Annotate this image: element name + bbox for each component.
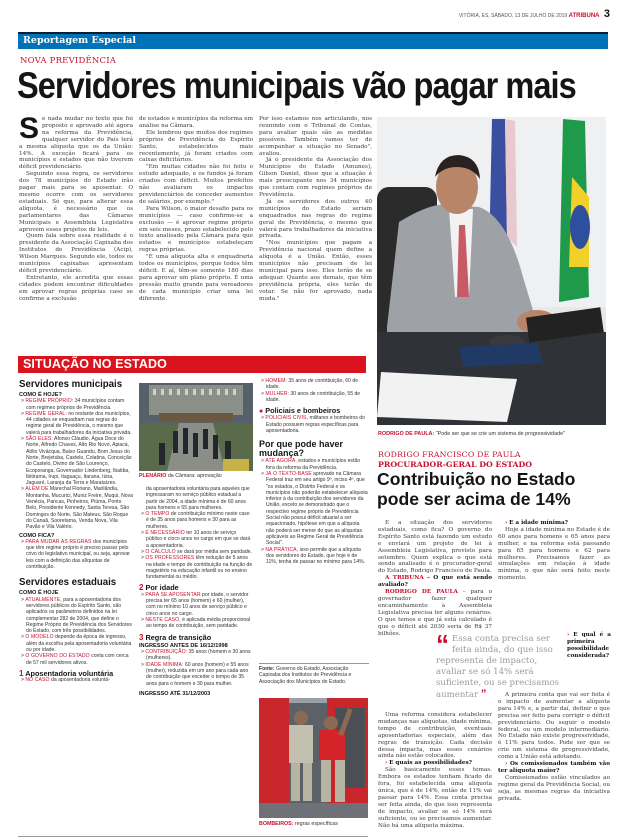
caption-text: regras específicas bbox=[294, 821, 338, 827]
list-item: > PARA MUDAR AS REGRAS dos municípios que têm regime próprio é preciso passar pelo crivo do legislativo municipal, ou seja, aprovar leis com a definição das alíquotas de contribuição. bbox=[21, 538, 130, 571]
item-lead: REGIME PRÓPRIO: bbox=[25, 398, 74, 405]
source-text: Governo do Estado, Associação Capixaba dos Institutos de Previdência e Associação dos Municípios do Estado. bbox=[259, 666, 352, 685]
list-item: > REGIME GERAL: no restante dos municípios, 44 cidades se enquadram nas regras do regime geral de Previdência, o mesmo que valerá para trabalhadores da iniciativa privada. bbox=[21, 410, 132, 436]
caption-highlight: PLENÁRIO bbox=[139, 473, 167, 479]
item-text: 35 anos de contribuição, 60 de idade. bbox=[266, 378, 359, 391]
item-text: por idade, o servidor precisa ter 65 anos (homem) e 60 (mulher), com no mínimo 10 anos de serviço público e cinco anos no cargo. bbox=[146, 591, 249, 617]
plenario-photo bbox=[139, 383, 253, 471]
paragraph: Por isso estamos nos articulando, nos reunindo com o Tribunal de Contas, para avaliar quais são as medidas possíveis. Também vamos ter de acompanhar a situação no Senado", avaliou. bbox=[259, 116, 372, 157]
answer-label: RODRIGO DE PAULA bbox=[385, 589, 458, 596]
interview-narrow-column bbox=[378, 630, 433, 696]
close-quote-icon: ” bbox=[480, 688, 487, 700]
policiais-heading bbox=[259, 408, 369, 415]
caption-quote: "Pode ser que se crie um sistema de progressividade" bbox=[435, 431, 566, 437]
list-item: > ATÉ AGORA, estados e municípios estão fora da reforma da Previdência. bbox=[261, 458, 361, 471]
plenario-illustration bbox=[139, 383, 253, 471]
item-lead: ATÉ AGORA, bbox=[265, 458, 297, 465]
situation-title: SITUAÇÃO NO ESTADO bbox=[23, 357, 167, 371]
section-title: Por idade bbox=[145, 583, 179, 593]
arrow-icon: › bbox=[505, 761, 508, 768]
item-text: 30 anos de contribuição, 55 de idade. bbox=[266, 390, 361, 403]
article-column-2 bbox=[139, 116, 253, 348]
newspaper-brand: ATRIBUNA bbox=[568, 13, 600, 19]
answer-text: – para o governador fazer qualquer encaminhamento à Assembleia Legislativa precisa ter alguns cenários. O que temos e que já está calculado é que o déficit até 2030 seria de R$ 37 bilhões. bbox=[378, 589, 492, 637]
item-text: de contribuição mínimo neste caso é de 35 anos para homens e 30 para as mulheres. bbox=[146, 511, 250, 530]
interview-title: Contribuição no Estado pode ser acima de 14% bbox=[377, 469, 576, 509]
como-hoje-heading: COMO É HOJE bbox=[19, 590, 59, 597]
list-item: > O MODELO depende da época de ingresso, além da escolha pela aposentadoria voluntária ou por idade. bbox=[21, 634, 132, 653]
pull-quote-text: Essa conta precisa ser feita ainda, do que isso representa de impacto, avaliar se só 14% será suficiente, ou se precisamos aumentar bbox=[436, 634, 560, 700]
item-text: isso permite que a alíquota dos servidores do Estado, que hoje é de 11%, tenha de passar no mínimo para 14%. bbox=[266, 546, 366, 566]
list-item: > ATUALMENTE, para a aposentadoria dos servidores públicos do Espírito Santo, são aplicados os parâmetros definidos na lei complementar 282 de 2004, que define o Regime Próprio de Previdência dos Servidores do Estado, com três possibilidades. bbox=[21, 596, 132, 635]
interview-intro: E a situação dos servidores estaduais, como fica? O governo do Espírito Santo está fazendo um estudo e enviará um projeto de lei à Assembleia Legislativa, previsto para setembro. Quem explica o que está sendo analisado é o procurador-geral do Estado, Rodrigo Francisco de Paula. bbox=[378, 520, 492, 575]
item-text: para a aposentadoria dos servidores públicos do Espírito Santo, são aplicados os parâmetros definidos na lei complementar 282 de 2004, que define o Regime Próprio de Previdência dos Servidores do Estado, com três possibilidades. bbox=[26, 596, 132, 635]
item-text: é aplicada média proporcional ao tempo de contribuição, sem paridade. bbox=[146, 616, 251, 630]
list-item: > CONTRIBUIÇÃO: 35 anos (homem e 30 anos (mulheres). bbox=[141, 649, 251, 662]
page-number: 3 bbox=[603, 8, 610, 20]
paragraph: Já o presidente da Associação dos Municípios do Estado (Amunes), Gilson Daniel, disse que a situação é mais preocupante nos 34 municípios que contam com regimes próprios de Previdência. bbox=[259, 157, 372, 198]
section-number: 3 bbox=[139, 632, 144, 642]
answer-text: Uma reforma considera estabelecer mudanças nas alíquotas, idade mínima, tempo de contribuição, eventuais aposentadorias especiais, além das regras de transição. Cada decisão dessa impacta, mas esses cenários ainda não estão colocados. bbox=[378, 712, 492, 760]
item-lead: NO CASO bbox=[25, 677, 50, 684]
question-text: Os comissionados também vão ter alíquota maior? bbox=[498, 761, 610, 774]
article-headline: Servidores municipais vão pagar mais bbox=[17, 65, 576, 106]
section-number: 2 bbox=[139, 583, 144, 593]
interview-column-1-bottom bbox=[378, 712, 492, 837]
interview-question-4 bbox=[567, 632, 611, 690]
situation-column-1 bbox=[19, 378, 133, 836]
section-title: Regra de transição bbox=[145, 632, 212, 642]
list-item: > NO CASO da aposentadoria voluntá- bbox=[21, 677, 110, 684]
item-text: se dará por média sem paridade. bbox=[177, 548, 252, 555]
paragraph: "É uma alíquota alta e enquadraria todos os municípios, porque todos têm déficit. E aí, têm-se somente 180 dias para aprovar um plano próprio. É uma pressão muito grande para vereadores de cada município criar uma lei diferente. bbox=[139, 254, 253, 302]
list-item: > NESTE CASO, é aplicada média proporcional ao tempo de contribuição, sem paridade. bbox=[141, 616, 251, 630]
list-item: > JÁ O TEXTO-BASE aprovado na Câmara Federal traz em seu artigo 9º, inciso 4º, que "os estados, o Distrito Federal e os municípios não poderão estabelecer alíquota inferior à da contribuição dos servidores da União, exceto se demonstrado que o respectivo regime próprio de Previdência Social não possui déficit atuarial a ser equacionado, hipótese em que a alíquota não poderá ser menor do que as alíquotas aplicáveis ao Regime Geral de Previdência Social". bbox=[261, 470, 368, 547]
plenario-caption bbox=[139, 473, 222, 479]
item-lead: O GOVERNO DO ESTADO bbox=[25, 653, 90, 660]
item-text: depende da época de ingresso, além da escolha pela aposentadoria voluntária ou por idade. bbox=[26, 634, 132, 653]
answer-text: Hoje a idade mínima no Estado é de 60 anos para homens e 65 anos para mulher, e na reforma está passando para 65 para homens e 62 para mulheres. Precisamos fazer as simulações em relação à idade mínima, o que não será feito neste momento. bbox=[498, 526, 610, 582]
question-label: A TRIBUNA bbox=[385, 575, 424, 582]
answer-text: São basicamente esses temas. Embora os estados tenham ficado de fora, foi estabelecida uma alíquota única, que é de 14%, então de 11% vai passar para 14%. Essa conta precisa ser feita ainda, do que isso representa de impacto, avaliar se só 14% será suficiente, ou se precisamos aumentar. Não há uma alíquota máxima. bbox=[378, 767, 492, 829]
item-lead: É NECESSÁRIO bbox=[145, 530, 185, 537]
section-title: Policiais e bombeiros bbox=[265, 406, 341, 416]
divider bbox=[259, 663, 369, 664]
bombeiros-caption bbox=[259, 821, 338, 827]
section-number: 1 bbox=[19, 668, 24, 678]
ingresso-antes-heading: INGRESSO ANTES DE 16/12/1998 bbox=[139, 642, 228, 649]
item-text: 60 anos (homem) e 55 anos (mulher), reduzida em um ano para cada ano de contribuição que exceder o tempo de 35 anos para o homem e 30 para mulher. bbox=[146, 661, 249, 687]
item-lead: PARA MUDAR AS REGRAS bbox=[25, 538, 92, 545]
estadual-heading: Servidores estaduais bbox=[19, 576, 117, 589]
situation-banner bbox=[18, 356, 366, 373]
dateline: VITÓRIA, ES, SÁBADO, 13 DE JULHO DE 2019 bbox=[458, 13, 568, 19]
article-kicker: NOVA PREVIDÊNCIA bbox=[20, 56, 117, 66]
item-lead: ALÉM DE bbox=[25, 486, 49, 493]
item-lead: JÁ O TEXTO-BASE bbox=[265, 470, 312, 477]
item-lead: OS PROFESSORES bbox=[145, 555, 195, 562]
municipal-heading: Servidores municipais bbox=[19, 378, 123, 390]
paragraph: "Em muitas cidades não foi feito o estudo adequado, e os fundos já foram criados com déficit. Muitos prefeitos não avaliaram os impactos previdenciários de conceder aumentos de salários, por exemplo." bbox=[139, 164, 253, 205]
item-text: dos municípios que têm regime próprio é preciso passar pelo crivo do legislativo municipal, ou seja, aprovar leis com a definição das alíquotas de contribuição. bbox=[26, 538, 130, 571]
list-item: > PARA SE APOSENTAR por idade, o servidor precisa ter 65 anos (homem) e 60 (mulher), com no mínimo 10 anos de serviço público e cinco anos no cargo. bbox=[141, 591, 249, 617]
item-lead: NESTE CASO, bbox=[145, 616, 181, 623]
item-lead: CONTRIBUIÇÃO: bbox=[145, 649, 188, 656]
mudanca-heading: Por que pode haver mudança? bbox=[259, 439, 344, 459]
answer-text: Comissionados estão vinculados ao regime geral da Previdência Social, ou seja, as mesmas regras da iniciativa privada. bbox=[498, 774, 610, 802]
item-text: militares e bombeiros do Estado possuem regras específicas para aposentadoria. bbox=[266, 415, 365, 435]
interview-column-2-bottom bbox=[498, 692, 610, 837]
arrow-icon: › bbox=[505, 520, 508, 526]
item-lead: O MODELO bbox=[25, 634, 54, 641]
list-item: > MULHER: 30 anos de contribuição, 55 de idade. bbox=[261, 390, 361, 403]
pull-quote bbox=[436, 629, 564, 701]
section-bar bbox=[18, 34, 608, 49]
interviewee-name: RODRIGO FRANCISCO DE PAULA bbox=[378, 450, 521, 459]
item-lead: IDADE MÍNIMA: bbox=[145, 661, 184, 668]
paragraph: Quem fala sobre essa realidade é o presidente da Associação Capixaba dos Institutos de Previdência (Acip), Wilson Marques. Segundo ele, todos os municípios capixabas apresentam déficit previdenciário. bbox=[19, 233, 133, 274]
interview-column-2-top bbox=[498, 520, 610, 630]
paragraph: de estados e municípios da reforma em análise na Câmara. bbox=[139, 116, 253, 129]
item-lead: SÃO ELES: bbox=[25, 436, 53, 443]
question-text: E quais as possibilidades? bbox=[389, 760, 473, 767]
list-item: > NA PRÁTICA, isso permite que a alíquota dos servidores do Estado, que hoje é de 11%, tenha de passar no mínimo para 14%. bbox=[261, 546, 366, 566]
source-label: Fonte: bbox=[259, 666, 275, 672]
section-title: Aposentadoria voluntária bbox=[25, 668, 114, 678]
question-text: – O que está sendo avaliado? bbox=[378, 575, 493, 589]
paragraph: Para Wilson, o maior desafio para os municípios — caso confirme-se a exclusão — é aprovar regime próprio em seis meses, prazo estabelecido pelo texto analisado pela Câmara para que estados e municípios estabeleçam regras próprias. bbox=[139, 205, 253, 254]
paragraph: "Nos municípios que pagam a Previdência nacional quem define a alíquota é a União. Então, esses municípios não precisam de lei municipal para isso. Eles terão de se adequar. Quanto aos demais, que têm previdência própria, eles terão de votar. Se não for aprovado, nada muda." bbox=[259, 240, 372, 302]
bombeiros-photo bbox=[259, 698, 368, 818]
item-text: aprovado na Câmara Federal traz em seu artigo 9º, inciso 4º, que "os estados, o Distrito Federal e os municípios não poderão estabelecer alíquota inferior à da contribuição dos servidores da União, exceto se demonstrado que o respectivo regime próprio de Previdência Social não possui déficit atuarial a ser equacionado, hipótese em que a alíquota não poderá ser menor do que as alíquotas aplicáveis ao Regime Geral de Previdência Social". bbox=[266, 470, 368, 547]
list-item: > O GOVERNO DO ESTADO conta com cerca de 57 mil servidores ativos. bbox=[21, 653, 129, 666]
item-text: 35 anos (homem e 30 anos (mulheres). bbox=[146, 649, 251, 662]
situation-column-2 bbox=[139, 486, 253, 836]
caption-text: da Câmara: aprovação bbox=[167, 473, 222, 479]
item-text: conta com cerca de 57 mil servidores ativos. bbox=[26, 653, 129, 666]
arrow-icon: › bbox=[385, 760, 388, 767]
transicao-heading bbox=[139, 632, 253, 642]
item-lead: O TEMPO bbox=[145, 511, 170, 518]
paragraph: Ele lembrou que muitos dos regimes próprios de Previdência do Espírito Santo, estabelecidos mais recentemente, já foram criados com caixas deficitários. bbox=[139, 129, 253, 164]
interview-column-1-top bbox=[378, 520, 493, 637]
list-item: > O TEMPO de contribuição mínimo neste caso é de 35 anos para homens e 30 para as mulheres. bbox=[141, 511, 250, 530]
item-lead: POLICIAIS CIVIS, bbox=[265, 415, 309, 422]
item-text: Marechal Floriano, Marilândia, Montanha, Mucurici, Muniz Freire, Muqui, Nova Venécia, Pancas, Pinheiros, Piúma, Ponto Belo, Presidente Kennedy, Santa Teresa, São Domingos do Norte, São Mateus, São Roque do Canaã, Sooretama, Venda Nova, Vila Pavão e Vila Valério. bbox=[26, 486, 134, 531]
item-lead: REGIME GERAL: bbox=[25, 410, 67, 417]
list-item: > ALÉM DE Marechal Floriano, Marilândia, Montanha, Mucurici, Muniz Freire, Muqui, Nova Venécia, Pancas, Pinheiros, Piúma, Ponto Belo, Presidente Kennedy, Santa Teresa, São Domingos do Norte, São Mateus, São Roque do Canaã, Sooretama, Venda Nova, Vila Pavão e Vila Valério. bbox=[21, 486, 134, 531]
item-text: ter 10 anos de serviço público e cinco anos no cargo em que se dará a aposentadoria. bbox=[146, 530, 251, 549]
item-lead: ATUALMENTE, bbox=[25, 596, 62, 603]
list-item: > SÃO ELES: Afonso Cláudio, Água Doce do Norte, Alfredo Chaves, Alto Rio Novo, Apiacá, Atílio Vivácqua, Baixo Guandu, Bom Jesus do Norte, Brejetuba, Castelo, Colatina, Conceição do Castelo, Divino de São Lourenço, Ecoporanga, Governador Lindenberg, Ibatiba, Ibitirama, Irupi, Itaguaçu, Itarana, Iúna, Jaguaré, Laranja da Terra e Marataízes. bbox=[21, 436, 132, 487]
portrait-photo bbox=[377, 117, 606, 425]
question-text: E a idade mínima? bbox=[509, 520, 568, 526]
paragraph: Entretanto, ele acredita que essas cidades podem encontrar dificuldades em aprovar regras próprias caso se confirme a exclusão bbox=[19, 274, 133, 302]
portrait-illustration bbox=[377, 117, 606, 425]
paragraph: e nada mudar no texto que foi proposto e aprovado até agora na reforma da Previdência, qualquer servidor do País terá a mesma alíquota que os da União: 14%. A exceção ficará para os municípios e estados que não tiverem déficit previdenciário. bbox=[19, 116, 133, 171]
situation-column-3 bbox=[259, 378, 369, 668]
item-lead: MULHER: bbox=[265, 390, 290, 397]
item-text: da aposentadoria voluntá- bbox=[51, 677, 110, 684]
list-item: > IDADE MÍNIMA: 60 anos (homem) e 55 anos (mulher), reduzida em um ano para cada ano de contribuição que exceder o tempo de 35 anos para o homem e 30 para mulher. bbox=[141, 661, 249, 687]
item-text: têm redução de 5 anos na idade e tempo de contribuição na função de magistério na educação infantil ou no ensino fundamental ou médio. bbox=[146, 555, 253, 581]
item-text: Afonso Cláudio, Água Doce do Norte, Alfredo Chaves, Alto Rio Novo, Apiacá, Atílio Vivácqua, Baixo Guandu, Bom Jesus do Norte, Brejetuba, Castelo, Colatina, Conceição do Castelo, Divino de São Lourenço, Ecoporanga, Governador Lindenberg, Ibatiba, Ibitirama, Irupi, Itaguaçu, Itarana, Iúna, Jaguaré, Laranja da Terra e Marataízes. bbox=[26, 436, 132, 487]
page-dateline-bar bbox=[16, 8, 610, 30]
paragraph: Seguindo essa regra, os servidores dos 78 municípios do Estado irão pagar mais para se aposentar. O mesmo ocorre com os servidores estaduais. Só que, para alterar essa alíquota, é necessário que os parlamentares das Câmaras Municipais e Assembleia Legislativa aprovem esses projetos de leis. bbox=[19, 171, 133, 233]
item-lead: NA PRÁTICA, bbox=[265, 546, 299, 553]
arrow-icon: › bbox=[567, 632, 570, 638]
question-text: E qual é a primeira possibilidade considerada? bbox=[567, 632, 611, 659]
article-column-1 bbox=[19, 112, 133, 348]
como-fica-heading: COMO FICA? bbox=[19, 532, 55, 539]
answer-text: A primeira conta que vai ser feita é o impacto de aumentar a alíquota para 14% e, a partir daí, definir o que precisa ser feito para corrigir o déficit previdenciário. Ou seguir o modelo federal, ou um modelo intermediário. No Estado não existe progressividade, é 11% para todos. Pode ser que se crie um sistema de progressividade, como a União está adotando. bbox=[498, 692, 610, 761]
bombeiros-illustration bbox=[259, 698, 368, 818]
article-column-3 bbox=[259, 116, 372, 348]
open-quote-icon: “ bbox=[436, 629, 449, 659]
item-lead: HOMEM: bbox=[265, 378, 287, 384]
item-lead: PARA SE APOSENTAR bbox=[145, 591, 201, 598]
drop-cap: S bbox=[19, 112, 40, 145]
list-item: > É NECESSÁRIO ter 10 anos de serviço público e cinco anos no cargo em que se dará a aposentadoria. bbox=[141, 530, 251, 549]
section-label: Reportagem Especial bbox=[23, 35, 136, 46]
interviewee-role: PROCURADOR-GERAL DO ESTADO bbox=[378, 460, 533, 469]
list-item-continued: da aposentadoria voluntária para aqueles que ingressaram no serviço público estadual a partir de 2004, a idade mínima é de 60 anos para homens e 55 para mulheres. bbox=[146, 486, 250, 511]
item-text: no restante dos municípios, 44 cidades se enquadram nas regras do regime geral de Previdência, o mesmo que valerá para trabalhadores da iniciativa privada. bbox=[26, 410, 132, 436]
list-item: > OS PROFESSORES têm redução de 5 anos na idade e tempo de contribuição na função de magistério na educação infantil ou no ensino fundamental ou médio. bbox=[141, 555, 253, 581]
caption-highlight: BOMBEIROS: bbox=[259, 821, 294, 827]
item-text: estados e municípios estão fora da reforma da Previdência. bbox=[266, 458, 361, 471]
caption-name: RODRIGO DE PAULA: bbox=[378, 431, 435, 437]
box-bottom-rule bbox=[18, 836, 368, 837]
photo-caption bbox=[378, 431, 608, 437]
source-note bbox=[259, 666, 369, 688]
item-text: 34 municípios contam com regimes próprios de Previdência. bbox=[26, 398, 125, 411]
como-hoje-heading: COMO É HOJE? bbox=[19, 392, 62, 398]
list-item: > POLICIAIS CIVIS, militares e bombeiros do Estado possuem regras específicas para aposentadoria. bbox=[261, 415, 365, 435]
list-item: > HOMEM: 35 anos de contribuição, 60 de idade. bbox=[261, 378, 359, 391]
paragraph: Já os servidores dos outros 40 municípios do Estado seriam enquadrados nas regras do regime geral de Previdência, o mesmo que valerá para trabalhadores da iniciativa privada. bbox=[259, 198, 372, 240]
item-lead: O CÁLCULO bbox=[145, 548, 176, 555]
list-item: > O CÁLCULO se dará por média sem paridade. bbox=[141, 548, 252, 555]
ingresso-ate-heading: INGRESSO ATÉ 31/12/2003 bbox=[139, 690, 211, 697]
list-item: > REGIME PRÓPRIO: 34 municípios contam com regimes próprios de Previdência. bbox=[21, 398, 125, 411]
bullet-icon: ● bbox=[259, 408, 264, 416]
